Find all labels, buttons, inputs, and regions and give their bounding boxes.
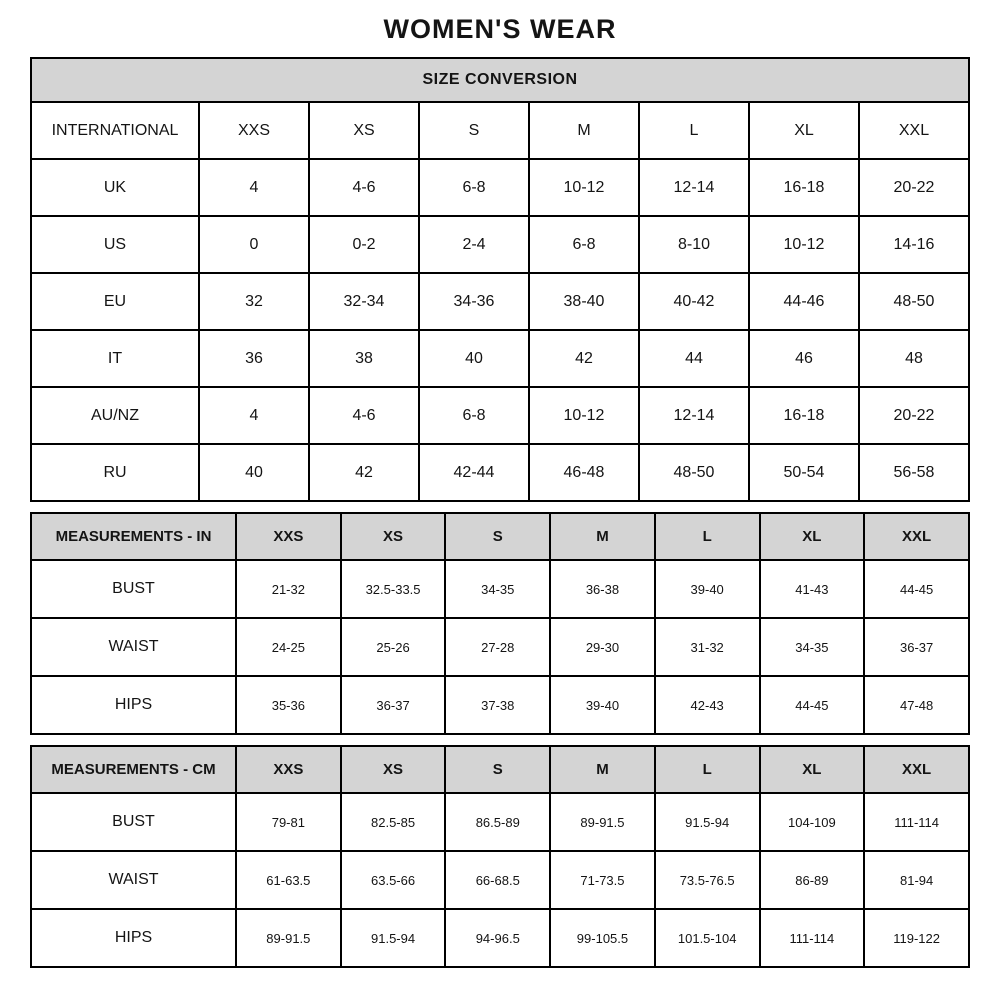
row-label: WAIST (31, 851, 236, 909)
value-cell: 101.5-104 (655, 909, 760, 967)
table-row (31, 618, 969, 676)
value-cell: 71-73.5 (550, 851, 655, 909)
value-cell: 42-44 (419, 444, 529, 501)
size-conversion-table (30, 57, 970, 502)
value-cell: 81-94 (864, 851, 969, 909)
value-cell: 61-63.5 (236, 851, 341, 909)
value-cell: 111-114 (760, 909, 865, 967)
column-header: XXL (864, 513, 969, 560)
value-cell: 111-114 (864, 793, 969, 851)
value-cell: 25-26 (341, 618, 446, 676)
table-row (31, 273, 969, 330)
value-cell: 44-45 (760, 676, 865, 734)
value-cell: 91.5-94 (655, 793, 760, 851)
table-row (31, 216, 969, 273)
value-cell: 40 (419, 330, 529, 387)
value-cell: 12-14 (639, 387, 749, 444)
value-cell: 104-109 (760, 793, 865, 851)
value-cell: 56-58 (859, 444, 969, 501)
row-label: UK (31, 159, 199, 216)
table-row (31, 793, 969, 851)
value-cell: 34-35 (445, 560, 550, 618)
value-cell: 42-43 (655, 676, 760, 734)
value-cell: 44-46 (749, 273, 859, 330)
value-cell: 48-50 (639, 444, 749, 501)
value-cell: 35-36 (236, 676, 341, 734)
table-title-row (31, 58, 969, 102)
value-cell: 119-122 (864, 909, 969, 967)
table-row (31, 387, 969, 444)
column-header: XL (749, 102, 859, 159)
row-label: IT (31, 330, 199, 387)
value-cell: 21-32 (236, 560, 341, 618)
column-header: L (639, 102, 749, 159)
value-cell: 16-18 (749, 387, 859, 444)
column-header: XL (760, 513, 865, 560)
value-cell: 38-40 (529, 273, 639, 330)
column-header-row (31, 102, 969, 159)
column-header: L (655, 513, 760, 560)
value-cell: 36 (199, 330, 309, 387)
value-cell: 66-68.5 (445, 851, 550, 909)
row-label: EU (31, 273, 199, 330)
column-header: XS (309, 102, 419, 159)
column-header: XXS (236, 746, 341, 793)
value-cell: 0 (199, 216, 309, 273)
value-cell: 82.5-85 (341, 793, 446, 851)
table-row (31, 851, 969, 909)
column-header: M (550, 746, 655, 793)
value-cell: 4-6 (309, 159, 419, 216)
value-cell: 8-10 (639, 216, 749, 273)
column-header: XS (341, 513, 446, 560)
value-cell: 89-91.5 (550, 793, 655, 851)
measurements-cm-table (30, 745, 970, 968)
value-cell: 32-34 (309, 273, 419, 330)
value-cell: 47-48 (864, 676, 969, 734)
value-cell: 29-30 (550, 618, 655, 676)
column-header: XXS (199, 102, 309, 159)
column-header: S (419, 102, 529, 159)
value-cell: 4 (199, 159, 309, 216)
value-cell: 10-12 (529, 159, 639, 216)
value-cell: 94-96.5 (445, 909, 550, 967)
column-header: XL (760, 746, 865, 793)
column-header: XXL (864, 746, 969, 793)
row-label: WAIST (31, 618, 236, 676)
column-header: M (550, 513, 655, 560)
value-cell: 20-22 (859, 159, 969, 216)
value-cell: 44-45 (864, 560, 969, 618)
value-cell: 99-105.5 (550, 909, 655, 967)
column-header: L (655, 746, 760, 793)
value-cell: 86.5-89 (445, 793, 550, 851)
value-cell: 27-28 (445, 618, 550, 676)
value-cell: 39-40 (655, 560, 760, 618)
row-header-label: INTERNATIONAL (31, 102, 199, 159)
table-title: SIZE CONVERSION (31, 58, 969, 102)
value-cell: 10-12 (529, 387, 639, 444)
value-cell: 91.5-94 (341, 909, 446, 967)
value-cell: 24-25 (236, 618, 341, 676)
value-cell: 42 (309, 444, 419, 501)
value-cell: 0-2 (309, 216, 419, 273)
value-cell: 20-22 (859, 387, 969, 444)
value-cell: 10-12 (749, 216, 859, 273)
table-row (31, 909, 969, 967)
value-cell: 6-8 (529, 216, 639, 273)
value-cell: 40-42 (639, 273, 749, 330)
column-header: S (445, 513, 550, 560)
value-cell: 16-18 (749, 159, 859, 216)
value-cell: 34-35 (760, 618, 865, 676)
value-cell: 42 (529, 330, 639, 387)
table-row (31, 676, 969, 734)
value-cell: 86-89 (760, 851, 865, 909)
value-cell: 41-43 (760, 560, 865, 618)
table-row (31, 444, 969, 501)
value-cell: 6-8 (419, 159, 529, 216)
row-label: US (31, 216, 199, 273)
column-header-row (31, 746, 969, 793)
value-cell: 36-37 (864, 618, 969, 676)
value-cell: 4-6 (309, 387, 419, 444)
value-cell: 4 (199, 387, 309, 444)
value-cell: 34-36 (419, 273, 529, 330)
value-cell: 36-37 (341, 676, 446, 734)
value-cell: 12-14 (639, 159, 749, 216)
row-label: BUST (31, 793, 236, 851)
column-header-row (31, 513, 969, 560)
measurements-in-table (30, 512, 970, 735)
column-header: XXS (236, 513, 341, 560)
page-title: WOMEN'S WEAR (383, 14, 617, 44)
value-cell: 31-32 (655, 618, 760, 676)
row-label: BUST (31, 560, 236, 618)
table-row (31, 159, 969, 216)
value-cell: 40 (199, 444, 309, 501)
column-header: XS (341, 746, 446, 793)
value-cell: 39-40 (550, 676, 655, 734)
row-label: RU (31, 444, 199, 501)
value-cell: 44 (639, 330, 749, 387)
value-cell: 48-50 (859, 273, 969, 330)
value-cell: 79-81 (236, 793, 341, 851)
value-cell: 46 (749, 330, 859, 387)
value-cell: 36-38 (550, 560, 655, 618)
column-header: M (529, 102, 639, 159)
value-cell: 6-8 (419, 387, 529, 444)
value-cell: 73.5-76.5 (655, 851, 760, 909)
row-label: HIPS (31, 909, 236, 967)
value-cell: 48 (859, 330, 969, 387)
table-row (31, 560, 969, 618)
row-label: HIPS (31, 676, 236, 734)
table-title: MEASUREMENTS - CM (31, 746, 236, 793)
value-cell: 46-48 (529, 444, 639, 501)
value-cell: 14-16 (859, 216, 969, 273)
value-cell: 50-54 (749, 444, 859, 501)
value-cell: 89-91.5 (236, 909, 341, 967)
column-header: XXL (859, 102, 969, 159)
table-row (31, 330, 969, 387)
value-cell: 38 (309, 330, 419, 387)
column-header: S (445, 746, 550, 793)
row-label: AU/NZ (31, 387, 199, 444)
value-cell: 2-4 (419, 216, 529, 273)
value-cell: 32 (199, 273, 309, 330)
value-cell: 63.5-66 (341, 851, 446, 909)
value-cell: 32.5-33.5 (341, 560, 446, 618)
value-cell: 37-38 (445, 676, 550, 734)
table-title: MEASUREMENTS - IN (31, 513, 236, 560)
